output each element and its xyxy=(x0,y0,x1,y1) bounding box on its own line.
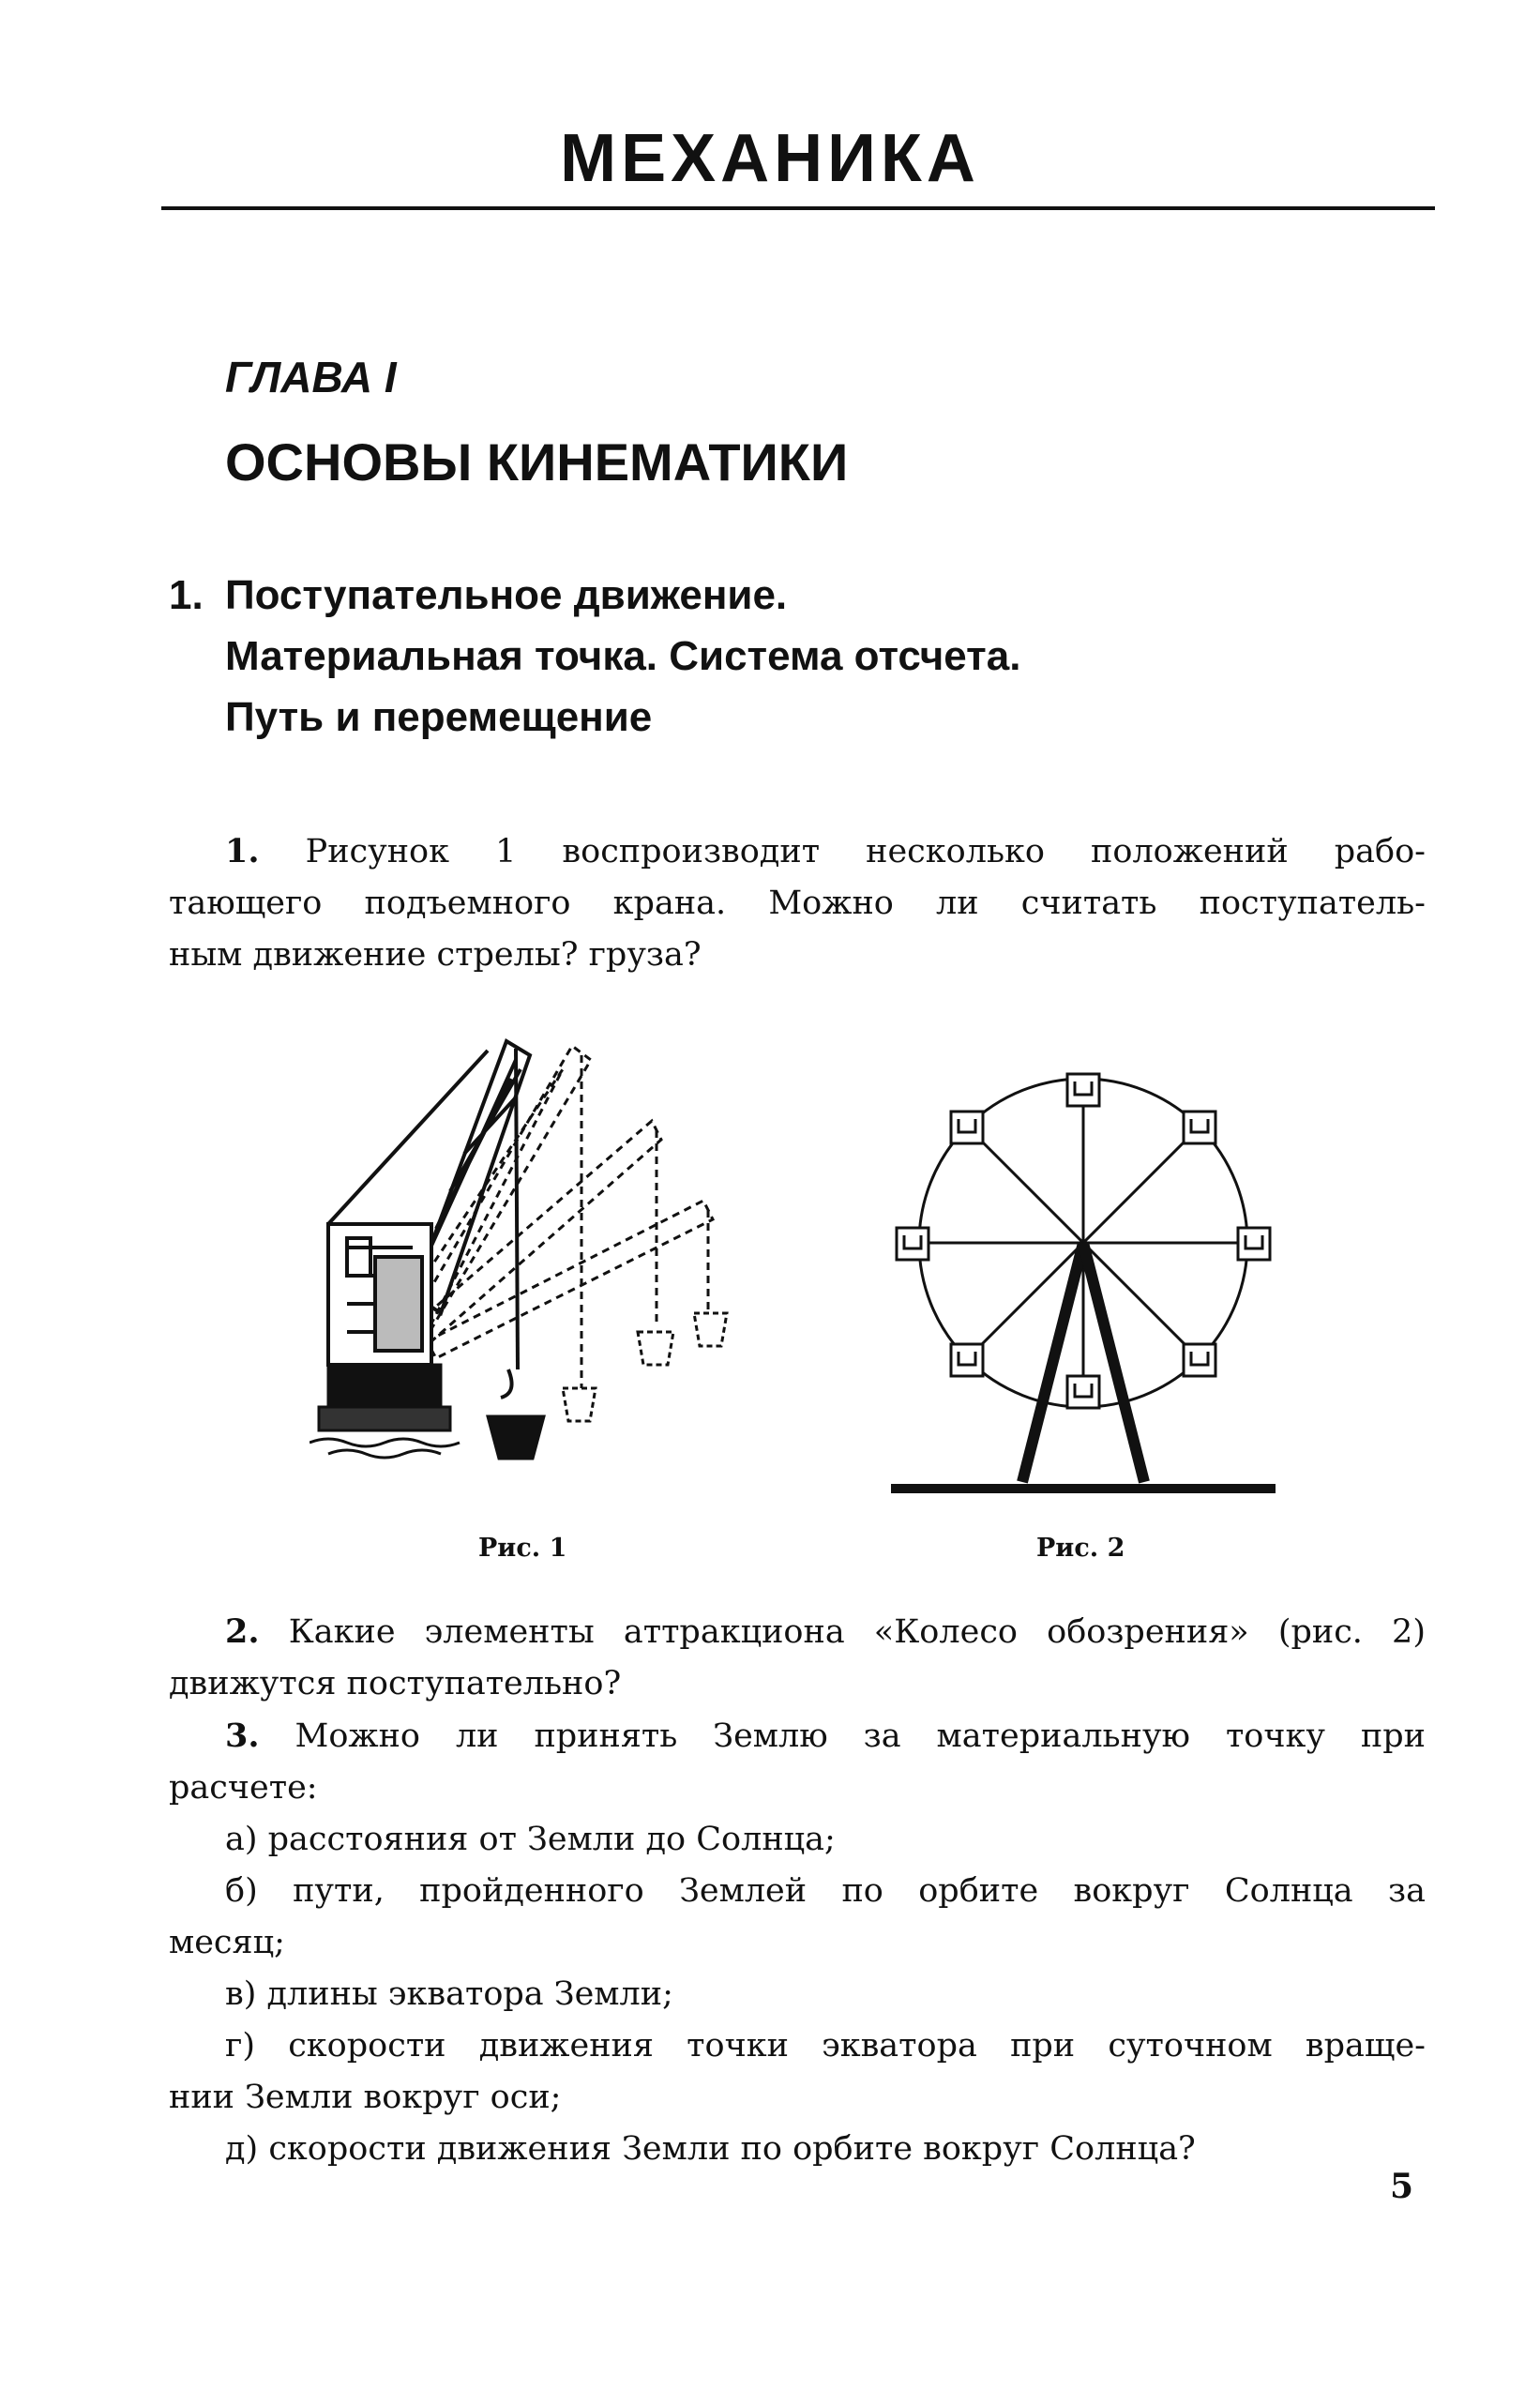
option-line xyxy=(169,1866,1426,1917)
option-text: а) расстояния от Земли до Солнца; xyxy=(225,1821,836,1858)
problem-line xyxy=(169,1606,1426,1658)
problem-number: 3. xyxy=(225,1717,260,1755)
crane-cab xyxy=(328,1051,488,1365)
option-text: д) скорости движения Земли по орбите вокруг Солнца? xyxy=(225,2130,1196,2168)
option-line xyxy=(169,1969,1426,2020)
figure-1-crane xyxy=(310,1013,750,1501)
problem-text: расчете: xyxy=(169,1769,318,1807)
page-number: 5 xyxy=(1390,2167,1414,2206)
ghost-bucket xyxy=(638,1332,673,1365)
section-title: МЕХАНИКА xyxy=(560,121,980,196)
option-text: нии Земли вокруг оси; xyxy=(169,2079,562,2116)
ghost-bucket xyxy=(563,1388,596,1421)
problem-line xyxy=(169,930,1426,981)
problem-text: Какие элементы аттракциона «Колесо обозрения» (рис. 2) xyxy=(288,1613,1426,1651)
option-line xyxy=(169,1814,1426,1866)
problem-line xyxy=(169,825,1426,878)
topic-number: 1. xyxy=(169,572,204,618)
topic-title-line: Путь и перемещение xyxy=(225,694,653,740)
chapter-label: ГЛАВА I xyxy=(225,353,397,401)
problem-line xyxy=(169,1710,1426,1762)
problem-line xyxy=(169,878,1426,930)
option-text: в) длины экватора Земли; xyxy=(225,1975,673,2013)
figure-1-caption: Рис. 1 xyxy=(478,1534,567,1563)
chapter-title: ОСНОВЫ КИНЕМАТИКИ xyxy=(225,432,849,492)
option-line xyxy=(169,2124,1426,2175)
problem-text: Рисунок 1 воспроизводит несколько положений рабо- xyxy=(305,833,1426,870)
crane-tracks xyxy=(319,1407,450,1430)
problem-text: движутся поступательно? xyxy=(169,1665,622,1702)
crane-base xyxy=(328,1365,441,1407)
problem-line xyxy=(169,1762,1426,1814)
problems-2-3 xyxy=(169,1606,1426,2175)
option-line xyxy=(169,1917,1426,1969)
topic-title-line: Поступательное движение. xyxy=(225,572,788,618)
crane-hook xyxy=(501,1369,512,1398)
problem-line xyxy=(169,1658,1426,1710)
wheel-leg xyxy=(1022,1243,1083,1482)
topic-title-line: Материальная точка. Система отсчета. xyxy=(225,633,1021,679)
ghost-boom-positions xyxy=(408,1046,713,1388)
wheel-leg xyxy=(1083,1243,1144,1482)
option-text: б) пути, пройденного Землей по орбите вокруг Солнца за xyxy=(225,1872,1426,1910)
problem-number: 2. xyxy=(225,1612,260,1651)
figure-2-caption: Рис. 2 xyxy=(1036,1534,1125,1563)
ghost-bucket xyxy=(694,1313,727,1346)
problem-number: 1. xyxy=(225,832,260,870)
title-rule xyxy=(161,206,1435,210)
option-text: г) скорости движения точки экватора при суточном враще- xyxy=(225,2027,1426,2065)
figure-2-ferris-wheel xyxy=(891,1055,1276,1505)
problem-1 xyxy=(169,825,1426,981)
option-line xyxy=(169,2020,1426,2072)
option-text: месяц; xyxy=(169,1924,285,1961)
option-line xyxy=(169,2072,1426,2124)
problem-text: ным движение стрелы? груза? xyxy=(169,936,702,974)
problem-text: тающего подъемного крана. Можно ли считать поступатель- xyxy=(169,885,1426,922)
crane-bucket xyxy=(488,1416,544,1459)
problem-text: Можно ли принять Землю за материальную точку при xyxy=(294,1717,1426,1755)
